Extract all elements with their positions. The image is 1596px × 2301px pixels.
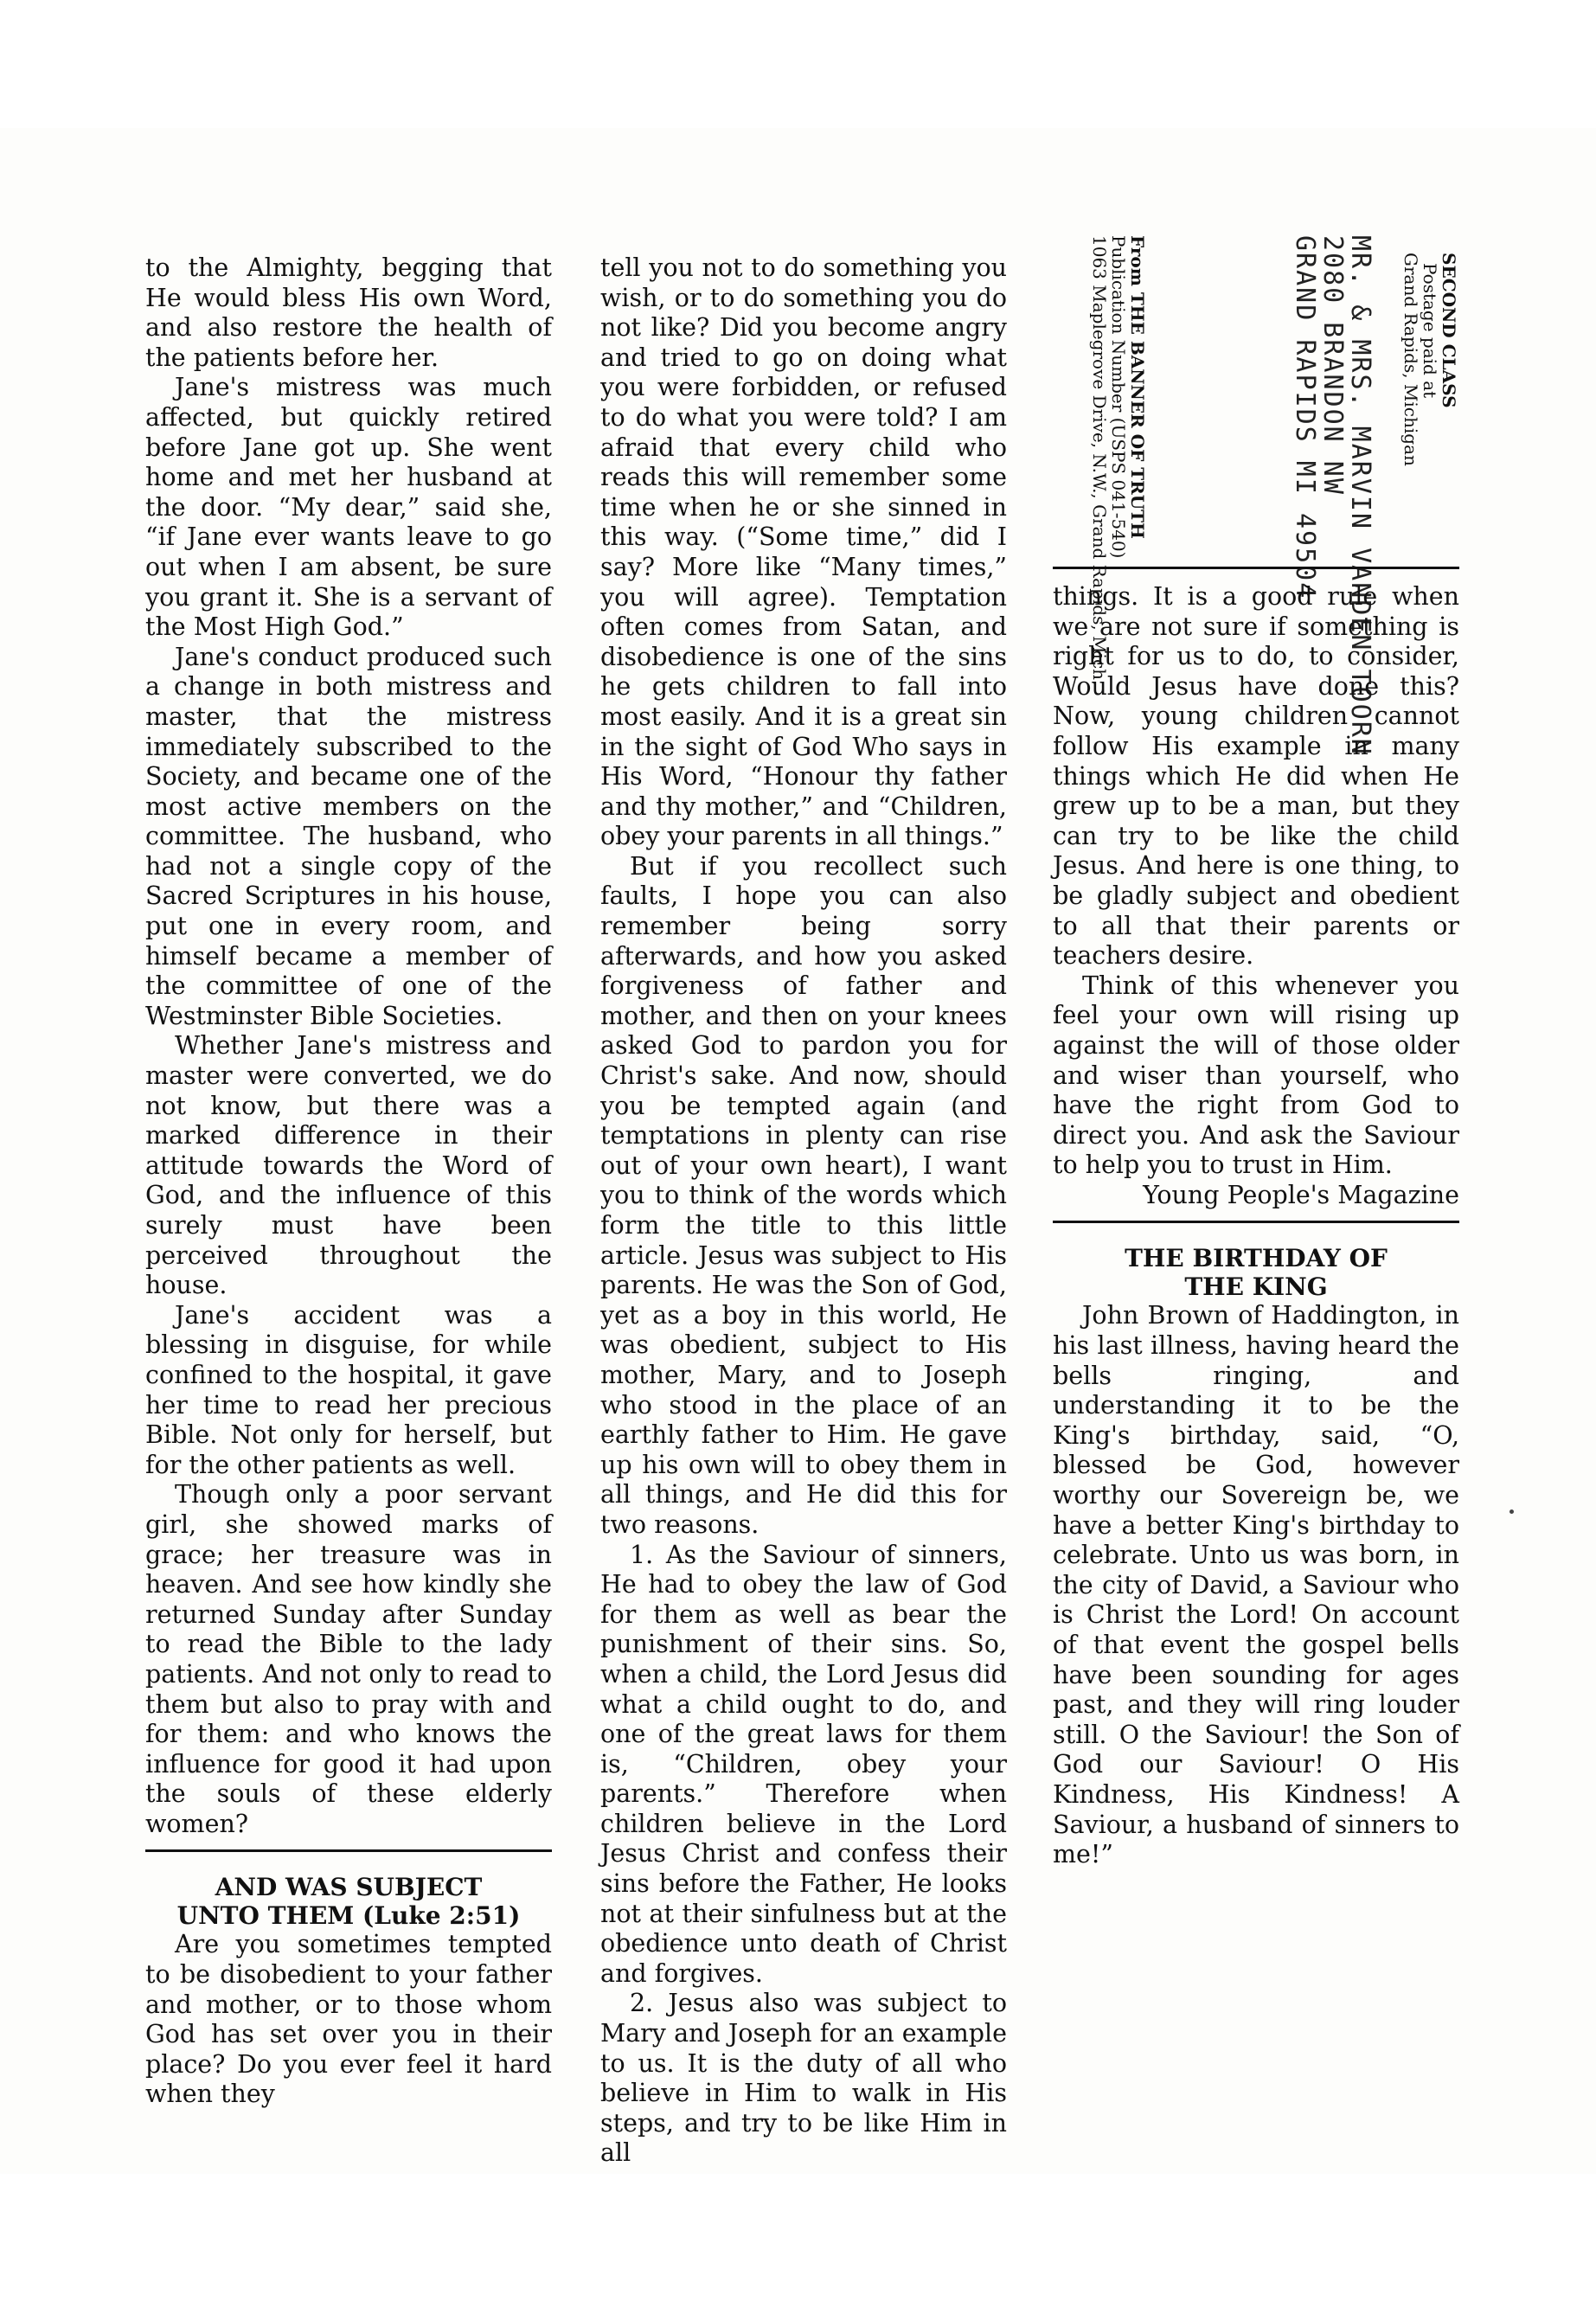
address-line-2: 2080 BRANDON NW bbox=[1317, 235, 1348, 496]
paragraph: 2. Jesus also was subject to Mary and Joseph for an example to us. It is the duty of all who believe in Him to walk in His steps, and try to be like Him in all bbox=[600, 1989, 1007, 2168]
publisher-address: 1063 Maplegrove Drive, N.W., Grand Rapids, Mich. bbox=[1089, 235, 1110, 686]
postage-city: Grand Rapids, Michigan bbox=[1401, 253, 1421, 466]
mailing-label-rotated bbox=[1053, 235, 1459, 756]
paragraph: Whether Jane's mistress and master were converted, we do not know, but there was a marked difference in their attitude towards the Word of God, and the influence of this surely must have been perceived throughout the house. bbox=[145, 1031, 552, 1300]
column-right bbox=[1053, 582, 1459, 1870]
postage-paid: Postage paid at bbox=[1420, 263, 1440, 399]
paragraph: Jane's conduct produced such a change in both mistress and master, that the mistress immediately subscribed to the Society, and became one of the most active members on the committee. The husband, who had not a single copy of the Sacred Scriptures in his house, put one in every room, and himself became a member of the committee of one of the Westminster Bible Societies. bbox=[145, 642, 552, 1030]
publication-number: Publication Number (USPS 041-540) bbox=[1108, 235, 1129, 559]
article-heading-line: UNTO THEM (Luke 2:51) bbox=[176, 1901, 521, 1931]
publisher-name: From THE BANNER OF TRUTH bbox=[1127, 235, 1148, 539]
paragraph: Jane's mistress was much affected, but quickly retired before Jane got up. She went home and met her husband at the door. “My dear,” said she, “if Jane ever wants leave to go out when I am absent, be sure you grant it. She is a servant of the Most High God.” bbox=[145, 373, 552, 642]
article-heading bbox=[1053, 1244, 1459, 1301]
scan-speck bbox=[1509, 1509, 1514, 1514]
address-line-3: GRAND RAPIDS MI 49504 bbox=[1290, 235, 1320, 600]
mailing-label bbox=[1053, 235, 1459, 756]
article-heading-line: THE BIRTHDAY OF bbox=[1125, 1244, 1388, 1273]
section-divider bbox=[145, 1849, 552, 1852]
paragraph: John Brown of Haddington, in his last illness, having heard the bells ringing, and understanding it to be the King's birthday, said, “O, blessed be God, however worthy our Sovereign be, we have a better King's birthday to celebrate. Unto us was born, in the city of David, a Saviour who is Christ the Lord! On account of that event the gospel bells have been sounding for ages past, and they will ring louder still. O the Saviour! the Son of God our Saviour! O His Kindness, His Kindness! A Saviour, a husband of sinners to me!” bbox=[1053, 1301, 1459, 1869]
attribution: Young People's Magazine bbox=[1143, 1180, 1459, 1209]
article-heading-line: THE KING bbox=[1184, 1272, 1328, 1302]
paragraph: But if you recollect such faults, I hope you can also remember being sorry afterwards, and how you asked forgiveness of father and mother, and then on your knees asked God to pardon you for Christ's sake. And now, should you be tempted again (and temptations in plenty can rise out of your own heart), I want you to think of the words which form the title to this little article. Jesus was subject to His parents. He was the Son of God, yet as a boy in this world, He was obedient, subject to His mother, Mary, and to Joseph who stood in the place of an earthly father to Him. He gave up his own will to obey them in all things, and He did this for two reasons. bbox=[600, 851, 1007, 1539]
mailing-label-divider bbox=[1053, 567, 1459, 569]
address-line-1: MR. & MRS. MARVIN VANDEN TOORN bbox=[1345, 235, 1375, 756]
paragraph: tell you not to do something you wish, or to do something you do not like? Did you become angry and tried to go on doing what you were forbidden, or refused to do what you were told? I am afraid that every child who reads this will remember some time when he or she sinned in this way. (“Some time,” did I say? More like “Many times,” you will agree). Temptation often comes from Satan, and disobedience is one of the sins he gets children to fall into most easily. And it is a great sin in the sight of God Who says in His Word, “Honour thy father and thy mother,” and “Children, obey your parents in all things.” bbox=[600, 253, 1007, 851]
paragraph: Think of this whenever you feel your own will rising up against the will of those older and wiser than yourself, who have the right from God to direct you. And ask the Saviour to help you to trust in Him. bbox=[1053, 971, 1459, 1180]
paragraph: things. It is a good rule when we are not sure if something is right for us to do, to consider, Would Jesus have done this? Now, young children cannot follow His example in many things which He did when He grew up to be a man, but they can try to be like the child Jesus. And here is one thing, to be gladly subject and obedient to all that their parents or teachers desire. bbox=[1053, 582, 1459, 971]
article-heading-line: AND WAS SUBJECT bbox=[215, 1873, 483, 1902]
column-left bbox=[145, 253, 552, 2110]
postage-class: SECOND CLASS bbox=[1439, 253, 1459, 408]
paragraph: 1. As the Saviour of sinners, He had to obey the law of God for them as well as bear the punishment of their sins. So, when a child, the Lord Jesus did what a child ought to do, and one of the great laws for them is, “Children, obey your parents.” Therefore when children believe in the Lord Jesus Christ and confess their sins before the Father, He looks not at their sinfulness but at the obedience unto death of Christ and forgives. bbox=[600, 1540, 1007, 1988]
paragraph: Though only a poor servant girl, she showed marks of grace; her treasure was in heaven. And see how kindly she returned Sunday after Sunday to read the Bible to the lady patients. And not only to read to them but also to pray with and for them: and who knows the influence for good it had upon the souls of these elderly women? bbox=[145, 1480, 552, 1838]
section-divider bbox=[1053, 1221, 1459, 1223]
article-heading bbox=[145, 1873, 552, 1930]
paragraph: Are you sometimes tempted to be disobedient to your father and mother, or to those whom God has set over you in their place? Do you ever feel it hard when they bbox=[145, 1930, 552, 2109]
paragraph: Jane's accident was a blessing in disguise, for while confined to the hospital, it gave her time to read her precious Bible. Not only for herself, but for the other patients as well. bbox=[145, 1300, 552, 1479]
paragraph: to the Almighty, begging that He would bless His own Word, and also restore the health of the patients before her. bbox=[145, 253, 552, 372]
column-middle bbox=[600, 253, 1007, 2169]
